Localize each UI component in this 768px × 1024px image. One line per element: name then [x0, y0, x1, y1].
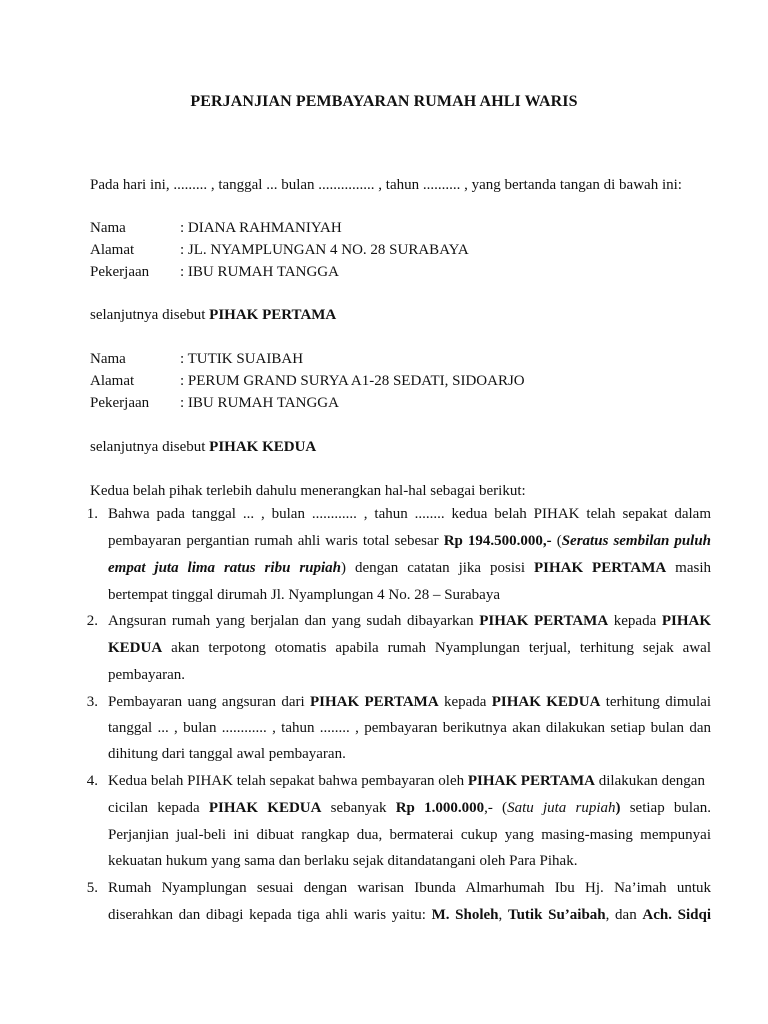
clause-5-conjunction: , dan — [605, 907, 643, 923]
party1-address-label: Alamat — [90, 242, 135, 258]
clause-1-text-2: ) dengan catatan jika posisi — [341, 560, 534, 576]
clause-4-line-2 — [108, 799, 711, 817]
party2-name-value: : TUTIK SUAIBAH — [180, 351, 304, 367]
clause-5-line-2 — [108, 906, 711, 924]
clause-1-amount: Rp 194.500.000,- — [443, 533, 552, 549]
clause-1-line-4: bertempat tinggal dirumah Jl. Nyamplungan 4 No. 28 – Surabaya — [108, 587, 500, 603]
clauses-intro: Kedua belah pihak terlebih dahulu menerangkan hal-hal sebagai berikut: — [90, 483, 526, 499]
clause-1-amount-words-1: Seratus sembilan puluh — [561, 533, 712, 549]
clause-4-number: 4. — [86, 773, 98, 789]
party1-designation-name: PIHAK PERTAMA — [209, 307, 337, 323]
party1-job-label: Pekerjaan — [90, 264, 150, 280]
clause-2-line-1 — [108, 612, 711, 630]
party2-designation-prefix: selanjutnya disebut — [90, 439, 210, 455]
clause-4-text-5: setiap bulan. — [620, 800, 711, 816]
clause-3-party-ref-2: PIHAK KEDUA — [491, 694, 601, 710]
party1-name-value: : DIANA RAHMANIYAH — [180, 220, 342, 236]
clause-3-party-ref-1: PIHAK PERTAMA — [310, 694, 439, 710]
clause-1-party-ref: PIHAK PERTAMA — [533, 560, 667, 576]
clause-2-party-ref-1: PIHAK PERTAMA — [479, 613, 609, 629]
clause-4-line-1 — [108, 772, 711, 790]
clause-2-text-3: akan terpotong otomatis apabila rumah Nyamplungan terjual, terhitung sejak awal — [162, 640, 711, 656]
party1-name-label: Nama — [90, 220, 126, 236]
heir-name-1: M. Sholeh — [431, 907, 499, 923]
clause-2-line-2 — [108, 639, 711, 657]
party2-job-label: Pekerjaan — [90, 395, 150, 411]
party2-address-label: Alamat — [90, 373, 135, 389]
clause-4-paren-open: ,- ( — [484, 800, 508, 816]
clause-1-paren-open: ( — [551, 533, 562, 549]
party1-designation — [90, 306, 336, 324]
clause-5-number: 5. — [86, 880, 98, 896]
clause-3-line-2: tanggal ... , bulan ............ , tahun ........ , pembayaran berikutnya akan dilakukan setiap bulan dan — [108, 720, 711, 736]
party2-job-value: : IBU RUMAH TANGGA — [180, 395, 339, 411]
clause-1-text-3: masih — [666, 560, 711, 576]
clause-2-line-3: pembayaran. — [108, 667, 186, 683]
clause-1-amount-words-2: empat juta lima ratus ribu rupiah — [108, 560, 342, 576]
clause-3-number: 3. — [86, 694, 98, 710]
party2-address-value: : PERUM GRAND SURYA A1-28 SEDATI, SIDOARJO — [180, 373, 525, 389]
clause-2-number: 2. — [86, 613, 98, 629]
clause-4-text-4: sebanyak — [321, 800, 396, 816]
clause-4-party-ref-2: PIHAK KEDUA — [208, 800, 322, 816]
clause-4-text-2: dilakukan dengan — [594, 773, 705, 789]
clause-4-text-3: cicilan kepada — [108, 800, 209, 816]
party1-designation-prefix: selanjutnya disebut — [90, 307, 210, 323]
clause-3-text-2: kepada — [438, 694, 492, 710]
clause-4-amount-words: Satu juta rupiah — [507, 800, 616, 816]
clause-1-line-3 — [108, 559, 711, 577]
party1-address-value: : JL. NYAMPLUNGAN 4 NO. 28 SURABAYA — [180, 242, 469, 258]
clause-5-comma: , — [498, 907, 508, 923]
clause-4-amount: Rp 1.000.000 — [395, 800, 485, 816]
clause-4-party-ref-1: PIHAK PERTAMA — [467, 773, 595, 789]
clause-3-line-3: dihitung dari tanggal awal pembayaran. — [108, 746, 346, 762]
clause-2-party-ref-2b: KEDUA — [108, 640, 163, 656]
document-title: PERJANJIAN PEMBAYARAN RUMAH AHLI WARIS — [190, 93, 578, 110]
opening-paragraph: Pada hari ini, ......... , tanggal ... bulan ............... , tahun .......... , yang bertanda tangan di bawah ini: — [90, 177, 682, 193]
clause-2-text: Angsuran rumah yang berjalan dan yang sudah dibayarkan — [108, 613, 480, 629]
party2-designation-name: PIHAK KEDUA — [209, 439, 317, 455]
clause-3-text-3: terhitung dimulai — [600, 694, 712, 710]
clause-1-number: 1. — [86, 506, 98, 522]
clause-1-line-1: Bahwa pada tanggal ... , bulan ............ , tahun ........ kedua belah PIHAK telah sepakat dalam — [108, 506, 711, 522]
clause-5-text: diserahkan dan dibagi kepada tiga ahli waris yaitu: — [108, 907, 432, 923]
clause-2-party-ref-2a: PIHAK — [661, 613, 712, 629]
clause-2-text-2: kepada — [608, 613, 662, 629]
clause-3-text: Pembayaran uang angsuran dari — [108, 694, 310, 710]
heir-name-2: Tutik Su’aibah — [507, 907, 606, 923]
clause-4-line-4: kekuatan hukum yang sama dan berlaku sejak ditandatangani oleh Para Pihak. — [108, 853, 578, 869]
clause-5-line-1: Rumah Nyamplungan sesuai dengan warisan Ibunda Almarhumah Ibu Hj. Na’imah untuk — [108, 880, 711, 896]
clause-1-line-2 — [108, 532, 711, 550]
clause-3-line-1 — [108, 693, 711, 711]
clause-4-text: Kedua belah PIHAK telah sepakat bahwa pembayaran oleh — [108, 773, 468, 789]
clause-4-paren-close: ) — [615, 800, 621, 816]
party2-name-label: Nama — [90, 351, 126, 367]
party1-job-value: : IBU RUMAH TANGGA — [180, 264, 339, 280]
clause-4-line-3: Perjanjian jual-beli ini dibuat rangkap dua, bermaterai cukup yang masing-masing mempunyai — [108, 827, 711, 843]
party2-designation — [90, 438, 316, 456]
clause-1-text: pembayaran pergantian rumah ahli waris total sebesar — [108, 533, 444, 549]
heir-name-3: Ach. Sidqi — [642, 907, 712, 923]
